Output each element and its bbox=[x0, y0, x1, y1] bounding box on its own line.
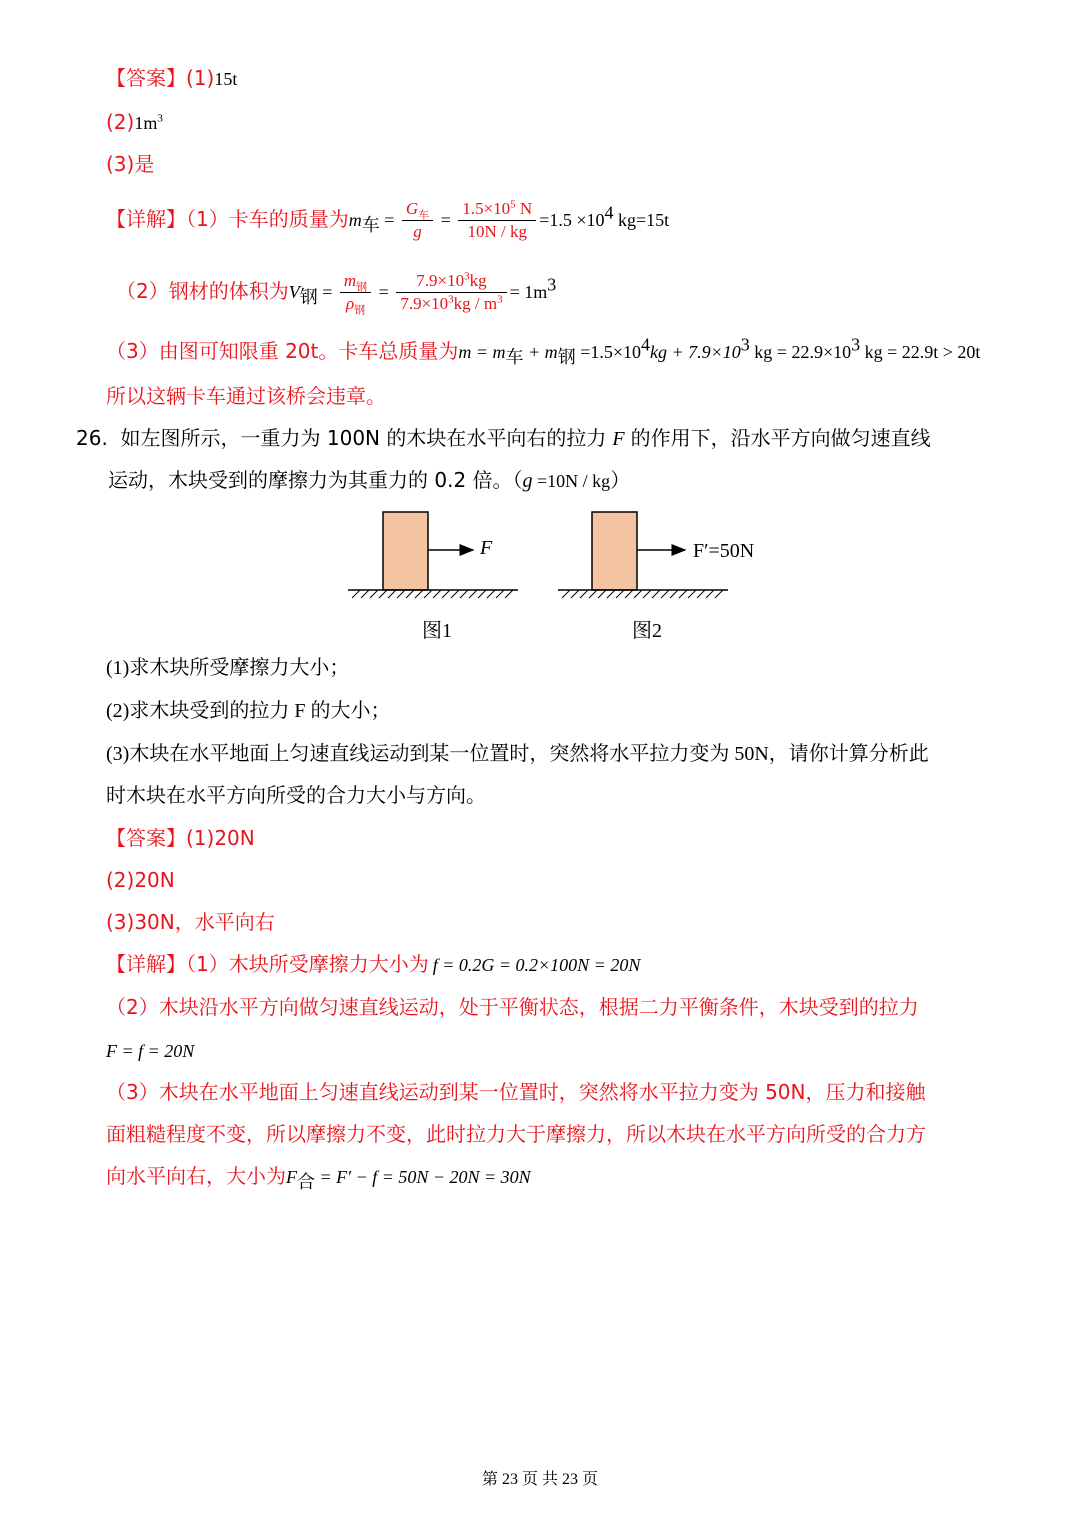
answer-value: 15t bbox=[214, 69, 238, 89]
detail-label: 【详解】 bbox=[106, 207, 186, 231]
q26-answer-line-2: (2)20N bbox=[106, 868, 175, 892]
q26-detail-p2: （2）木块沿水平方向做匀速直线运动，处于平衡状态，根据二力平衡条件，木块受到的拉力 bbox=[106, 995, 919, 1019]
answer-label: 【答案】 bbox=[106, 66, 186, 90]
question-text: 的作用下，沿水平方向做匀速直线 bbox=[630, 426, 931, 450]
q26-answer-line-1 bbox=[106, 824, 255, 852]
prev-detail-p1: 【详解】（1）卡车的质量为$m_车$ = $\frac{G_车}{g}$ = $\frac{1.5\times 10^5 N}{10N / kg}$ $=1.5 \times 10^4$ kg=15t bbox=[106, 198, 670, 241]
detail-text: 所以这辆卡车通过该桥会违章。 bbox=[106, 384, 386, 408]
q26-detail-p3-line-3: 向水平向右，大小为$F_合 = F' - f = 50N - 20N = 30N$ bbox=[106, 1164, 531, 1192]
math-equation: F = f = 20N bbox=[106, 1041, 195, 1061]
answer-text: (1)20N bbox=[186, 826, 255, 850]
figure-blocks bbox=[340, 505, 740, 650]
detail-text: （2）钢材的体积为 bbox=[116, 279, 289, 303]
fraction-values: $\frac{1.5\times 10^5 N}{10N / kg}$ bbox=[458, 198, 536, 243]
block-1 bbox=[383, 512, 428, 590]
question-text: 运动，木块受到的摩擦力为其重力的 0.2 倍。（ bbox=[108, 468, 523, 492]
prev-answer-line-3 bbox=[106, 150, 154, 178]
fig2-force-label: F′=50N bbox=[693, 540, 755, 562]
answer-index: (2) bbox=[106, 110, 135, 134]
question-26-line-2: 运动，木块受到的摩擦力为其重力的 0.2 倍。（g =10N / kg） bbox=[108, 468, 631, 492]
fig2-caption: 图2 bbox=[632, 620, 662, 642]
question-number: 26. bbox=[76, 426, 108, 450]
math-F: F bbox=[612, 428, 625, 450]
ground-hatch-2 bbox=[562, 590, 723, 598]
answer-value: 1m bbox=[134, 113, 158, 133]
q26-detail-p3-line-2: 面粗糙程度不变，所以摩擦力不变，此时拉力大于摩擦力，所以木块在水平方向所受的合力方 bbox=[106, 1122, 926, 1146]
prev-detail-conclusion bbox=[106, 382, 386, 410]
q26-detail-p2-equation bbox=[106, 1036, 194, 1065]
prev-detail-p2: （2）钢材的体积为$V_钢$ = $\frac{m_钢}{\rho_钢}$ = $\frac{7.9\times 10^3kg}{7.9\times 10^3kg / m^3}$ = $1m^3$ bbox=[116, 270, 557, 317]
answer-index: (1) bbox=[186, 66, 215, 90]
detail-text: （3）由图可知限重 20t。卡车总质量为 bbox=[106, 339, 459, 363]
answer-label: 【答案】 bbox=[106, 826, 186, 850]
answer-sup: 3 bbox=[157, 112, 163, 125]
math-equation: = F′ − f = 50N − 20N = 30N bbox=[315, 1167, 531, 1187]
detail-text: （1）卡车的质量为 bbox=[186, 207, 349, 231]
prev-answer-line-2 bbox=[106, 108, 163, 137]
detail-label: 【详解】 bbox=[106, 952, 186, 976]
ground-hatch-1 bbox=[352, 590, 513, 598]
math-equation: f = 0.2G = 0.2×100N = 20N bbox=[432, 955, 641, 975]
sub-question-1: (1)求木块所受摩擦力大小； bbox=[106, 657, 350, 679]
math-m: m bbox=[348, 210, 362, 230]
q26-detail-p3-line-1: （3）木块在水平地面上匀速直线运动到某一位置时，突然将水平拉力变为 50N，压力和接触 bbox=[106, 1080, 926, 1104]
question-text: 如左图所示，一重力为 100N 的木块在水平向右的拉力 bbox=[120, 426, 607, 450]
question-26-line-1 bbox=[76, 424, 931, 453]
prev-answer-line-1 bbox=[106, 64, 237, 93]
sub-question-3-line-2: 时木块在水平方向所受的合力大小与方向。 bbox=[106, 785, 486, 807]
q26-detail-p1 bbox=[106, 950, 640, 979]
detail-text: 向水平向右，大小为 bbox=[106, 1164, 286, 1188]
fraction-g: $\frac{G_车}{g}$ bbox=[402, 198, 433, 243]
fraction-m-rho: $\frac{m_钢}{\rho_钢}$ bbox=[340, 270, 371, 315]
prev-detail-p3: （3）由图可知限重 20t。卡车总质量为$m = m_车 + m_钢 =1.5\times 10^4kg + 7.9\times 10^3$ kg = $22.9\times 10^3$ kg = 22.9t > 20t bbox=[106, 334, 981, 367]
q26-answer-line-3: (3)30N，水平向右 bbox=[106, 910, 275, 934]
block-2 bbox=[592, 512, 637, 590]
page-footer: 第 23 页 共 23 页 bbox=[481, 1471, 598, 1488]
math-sub: 车 bbox=[361, 215, 380, 235]
fig1-caption: 图1 bbox=[422, 620, 452, 642]
fraction-values: $\frac{7.9\times 10^3kg}{7.9\times 10^3kg / m^3}$ bbox=[396, 270, 506, 315]
detail-text: （1）木块所受摩擦力大小为 bbox=[186, 952, 429, 976]
math-result: =1.5 ×10 bbox=[539, 210, 605, 230]
answer-text: (3)是 bbox=[106, 152, 155, 176]
sub-question-3-line-1: (3)木块在水平地面上匀速直线运动到某一位置时，突然将水平拉力变为 50N，请你计算分析此 bbox=[106, 743, 929, 765]
fig1-force-label: F bbox=[480, 537, 493, 559]
sub-question-2: (2)求木块受到的拉力 F 的大小； bbox=[106, 700, 391, 722]
